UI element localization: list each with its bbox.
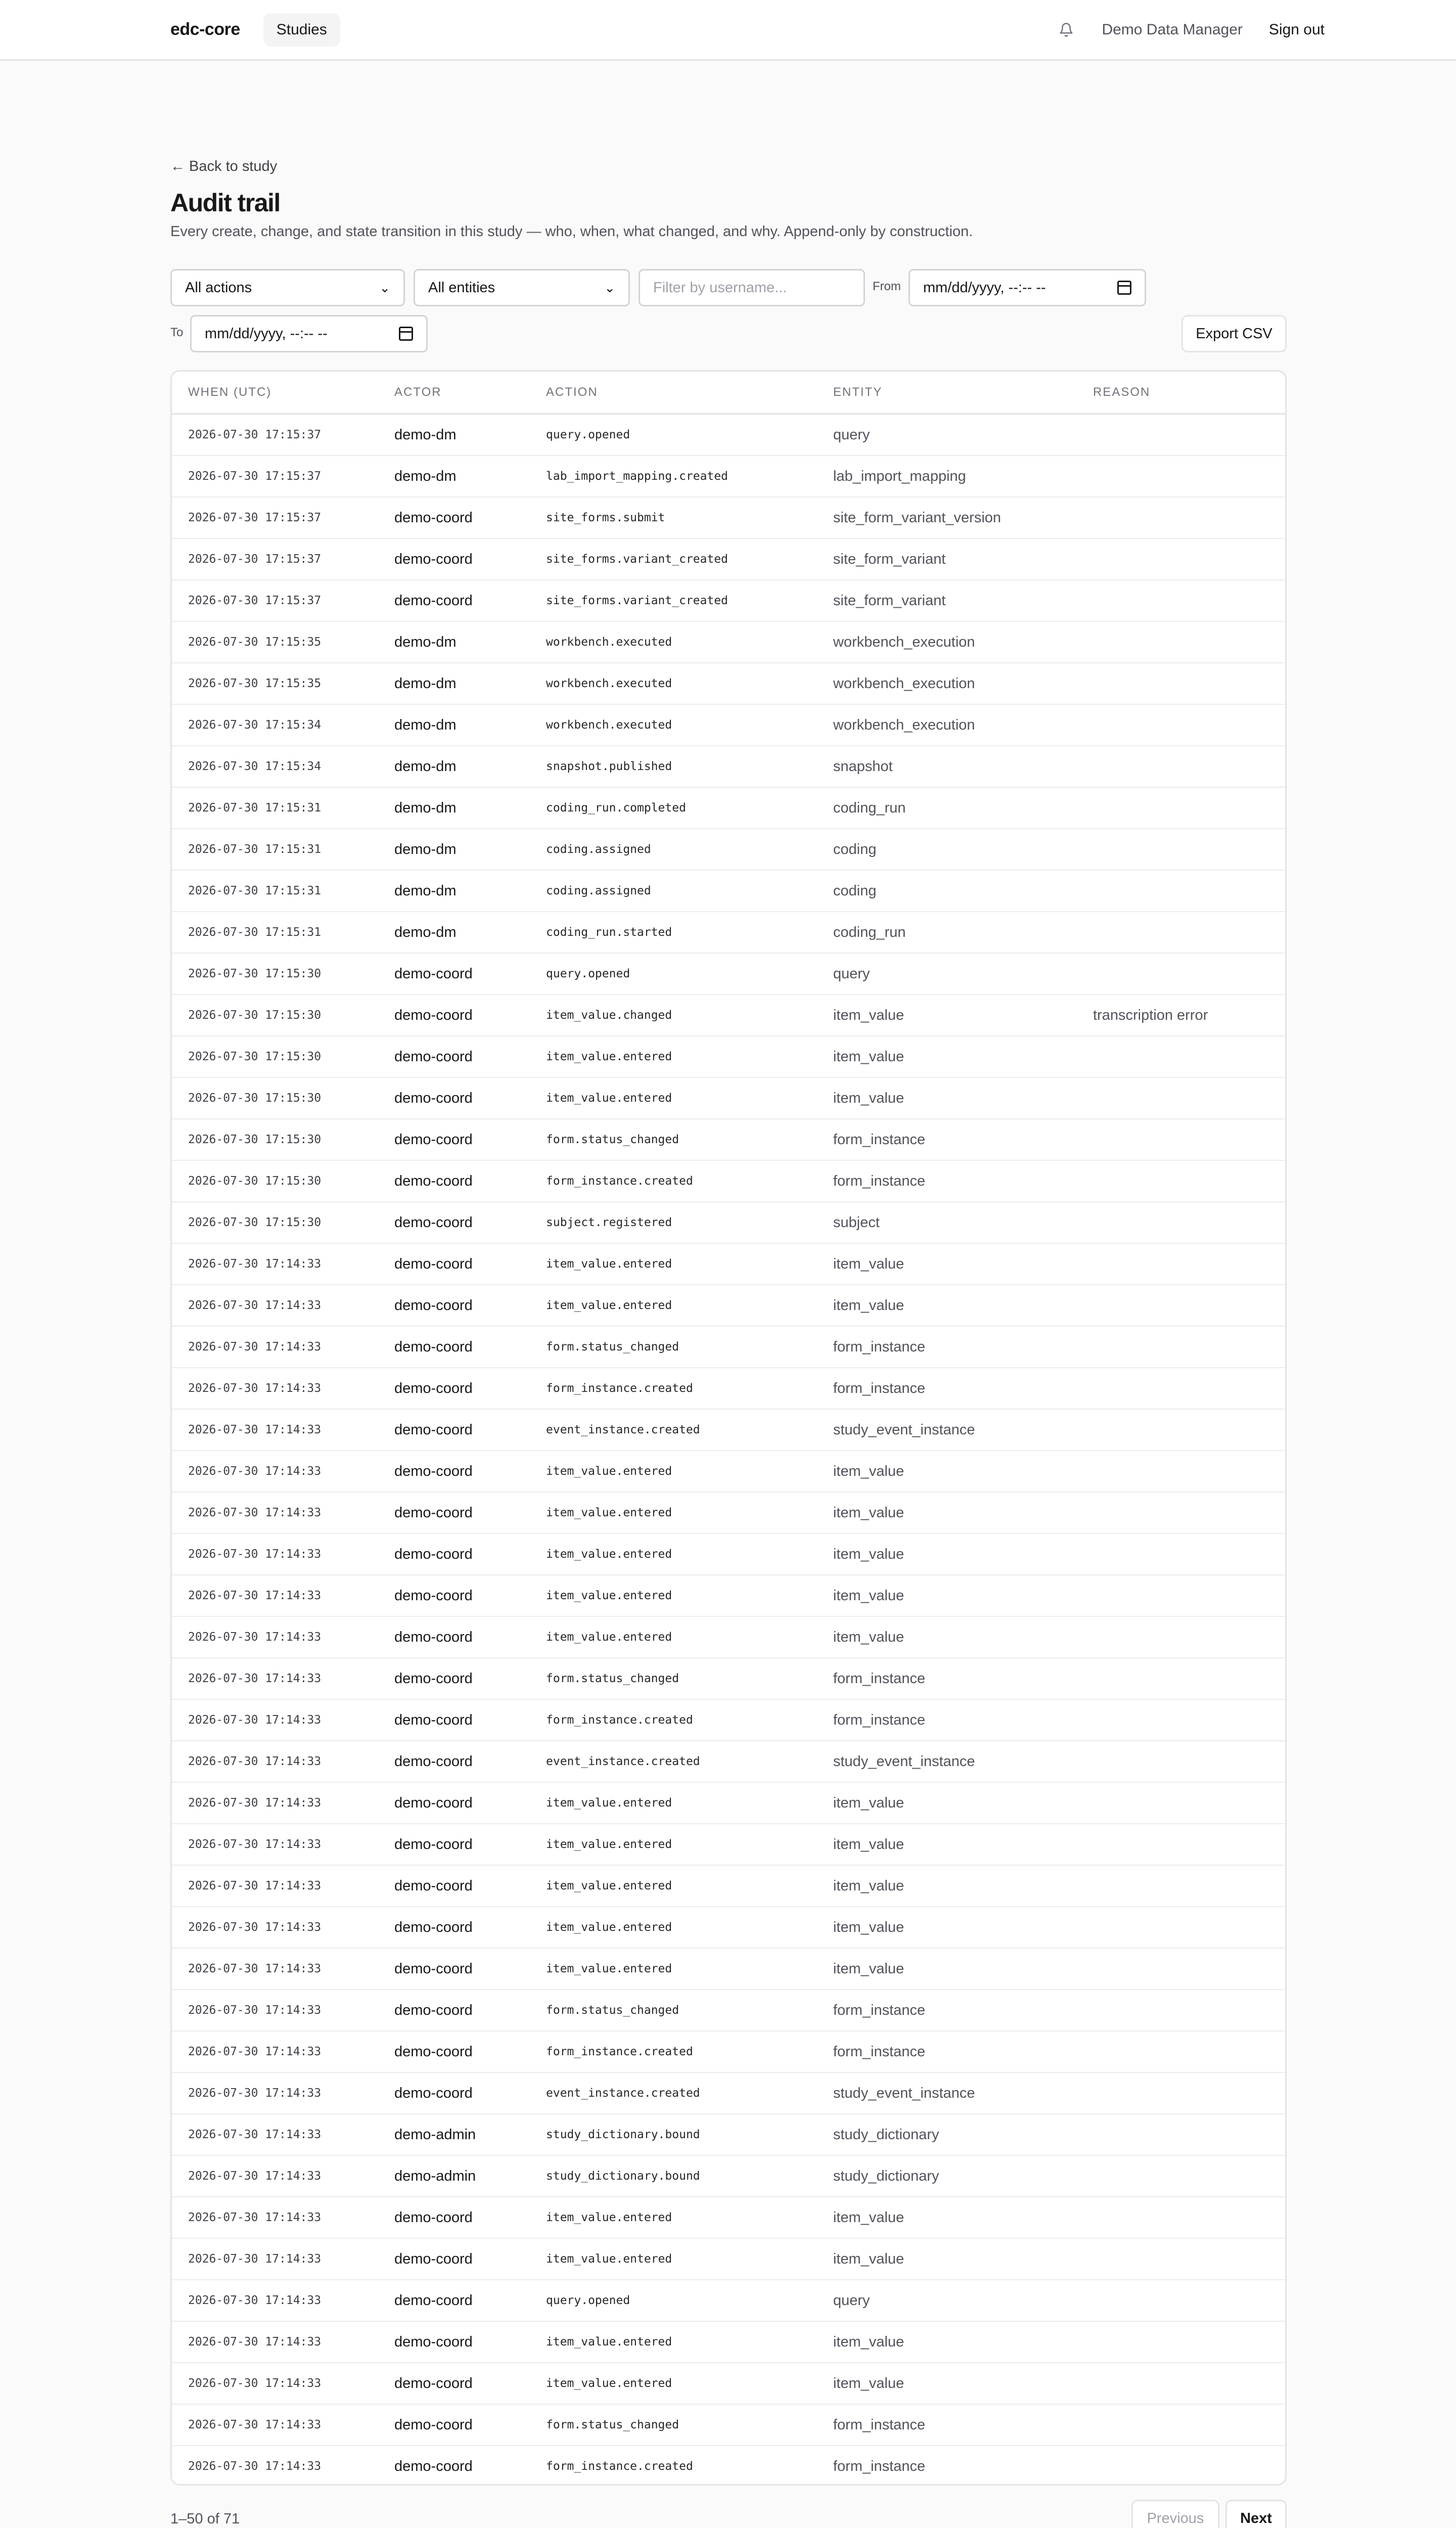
cell-when: 2026-07-30 17:15:30	[188, 1175, 322, 1188]
cell-actor: demo-admin	[394, 2168, 476, 2184]
cell-action: query.opened	[546, 967, 630, 980]
page-subtitle: Every create, change, and state transition in this study — who, when, what changed, and why. Append-only by construction.	[170, 223, 973, 240]
cell-entity: item_value	[833, 1297, 904, 1314]
cell-when: 2026-07-30 17:15:31	[188, 801, 322, 815]
table-row[interactable]	[172, 2156, 1285, 2197]
cell-actor: demo-coord	[394, 2085, 473, 2101]
table-row[interactable]	[172, 1824, 1285, 1866]
cell-actor: demo-coord	[394, 1338, 473, 1355]
cell-action: form.status_changed	[546, 1340, 679, 1353]
table-header	[172, 372, 1285, 415]
cell-actor: demo-coord	[394, 1131, 473, 1148]
cell-actor: demo-dm	[394, 634, 457, 650]
cell-action: item_value.entered	[546, 1589, 672, 1602]
cell-entity: item_value	[833, 1919, 904, 1935]
cell-actor: demo-coord	[394, 1836, 473, 1853]
cell-entity: item_value	[833, 2250, 904, 2267]
cell-actor: demo-coord	[394, 2250, 473, 2267]
table-row[interactable]	[172, 1617, 1285, 1658]
cell-when: 2026-07-30 17:14:33	[188, 1506, 322, 1519]
to-label: To	[170, 326, 184, 339]
cell-action: event_instance.created	[546, 1423, 700, 1436]
table-row[interactable]	[172, 2322, 1285, 2363]
cell-actor: demo-coord	[394, 1255, 473, 1272]
cell-when: 2026-07-30 17:15:34	[188, 718, 322, 732]
cell-entity: query	[833, 426, 870, 443]
cell-action: item_value.changed	[546, 1009, 672, 1022]
cell-entity: item_value	[833, 1877, 904, 1894]
cell-when: 2026-07-30 17:14:33	[188, 1340, 322, 1353]
to-datetime-input[interactable]	[190, 315, 428, 352]
cell-entity: study_dictionary	[833, 2168, 939, 2184]
table-row[interactable]	[172, 1368, 1285, 1410]
cell-when: 2026-07-30 17:14:33	[188, 1713, 322, 1727]
cell-actor: demo-coord	[394, 1919, 473, 1935]
table-row[interactable]	[172, 2405, 1285, 2446]
cell-entity: study_event_instance	[833, 1753, 975, 1770]
table-row[interactable]	[172, 539, 1285, 580]
table-row[interactable]	[172, 2197, 1285, 2239]
cell-entity: form_instance	[833, 1711, 926, 1728]
table-row[interactable]	[172, 1202, 1285, 1244]
cell-entity: item_value	[833, 1007, 904, 1023]
cell-entity: form_instance	[833, 1338, 926, 1355]
table-row[interactable]	[172, 1741, 1285, 1783]
cell-entity: query	[833, 965, 870, 982]
table-row[interactable]	[172, 2280, 1285, 2322]
cell-actor: demo-coord	[394, 1463, 473, 1479]
cell-actor: demo-coord	[394, 1753, 473, 1770]
table-row[interactable]	[172, 663, 1285, 705]
cell-entity: lab_import_mapping	[833, 468, 966, 484]
table-row[interactable]	[172, 2114, 1285, 2156]
cell-actor: demo-coord	[394, 1670, 473, 1687]
cell-when: 2026-07-30 17:15:30	[188, 1050, 322, 1063]
cell-when: 2026-07-30 17:15:30	[188, 1092, 322, 1105]
cell-action: lab_import_mapping.created	[546, 470, 729, 483]
cell-when: 2026-07-30 17:15:37	[188, 594, 322, 607]
cell-actor: demo-coord	[394, 1877, 473, 1894]
action-filter-select[interactable]	[170, 269, 405, 306]
cell-when: 2026-07-30 17:14:33	[188, 1921, 322, 1934]
cell-when: 2026-07-30 17:14:33	[188, 1423, 322, 1436]
cell-entity: item_value	[833, 1463, 904, 1479]
table-row[interactable]	[172, 2363, 1285, 2405]
cell-when: 2026-07-30 17:14:33	[188, 1672, 322, 1685]
cell-actor: demo-dm	[394, 924, 457, 940]
table-row[interactable]	[172, 1410, 1285, 1451]
table-row[interactable]	[172, 498, 1285, 539]
table-body	[172, 415, 1285, 2486]
cell-when: 2026-07-30 17:14:33	[188, 2294, 322, 2307]
table-row[interactable]	[172, 995, 1285, 1036]
calendar-icon[interactable]	[1117, 281, 1131, 295]
cell-actor: demo-coord	[394, 1007, 473, 1023]
table-row[interactable]	[172, 1119, 1285, 1161]
cell-action: item_value.entered	[546, 1962, 672, 1975]
cell-action: query.opened	[546, 2294, 630, 2307]
table-row[interactable]	[172, 1700, 1285, 1741]
cell-actor: demo-coord	[394, 1546, 473, 1562]
cell-action: form.status_changed	[546, 2004, 679, 2017]
cell-action: form.status_changed	[546, 1133, 679, 1146]
cell-action: item_value.entered	[546, 1548, 672, 1561]
cell-entity: snapshot	[833, 758, 893, 775]
cell-actor: demo-dm	[394, 882, 457, 899]
cell-actor: demo-coord	[394, 1421, 473, 1438]
cell-action: form_instance.created	[546, 1713, 693, 1727]
table-row[interactable]	[172, 1451, 1285, 1493]
cell-actor: demo-coord	[394, 2375, 473, 2391]
cell-actor: demo-coord	[394, 1297, 473, 1314]
cell-action: form_instance.created	[546, 2045, 693, 2058]
cell-action: item_value.entered	[546, 1838, 672, 1851]
cell-actor: demo-coord	[394, 2209, 473, 2226]
table-row[interactable]	[172, 746, 1285, 788]
cell-when: 2026-07-30 17:14:33	[188, 2170, 322, 2183]
cell-actor: demo-coord	[394, 1960, 473, 1977]
cell-when: 2026-07-30 17:14:33	[188, 2377, 322, 2390]
cell-entity: item_value	[833, 1546, 904, 1562]
cell-entity: workbench_execution	[833, 634, 975, 650]
cell-action: workbench.executed	[546, 718, 672, 732]
entity-filter-select[interactable]	[414, 269, 630, 306]
cell-when: 2026-07-30 17:14:33	[188, 2335, 322, 2349]
table-row[interactable]	[172, 1244, 1285, 1285]
cell-entity: item_value	[833, 2333, 904, 2350]
cell-action: workbench.executed	[546, 636, 672, 649]
cell-action: item_value.entered	[546, 1050, 672, 1063]
cell-actor: demo-coord	[394, 2333, 473, 2350]
cell-action: item_value.entered	[546, 2335, 672, 2349]
cell-entity: form_instance	[833, 2416, 926, 2433]
cell-actor: demo-coord	[394, 1504, 473, 1521]
cell-action: site_forms.variant_created	[546, 594, 729, 607]
entity-filter-value: All entities	[428, 279, 495, 296]
cell-entity: site_form_variant_version	[833, 509, 1002, 526]
cell-when: 2026-07-30 17:15:35	[188, 636, 322, 649]
action-filter-value: All actions	[185, 279, 252, 296]
table-row[interactable]	[172, 829, 1285, 871]
username-filter-placeholder: Filter by username...	[653, 279, 787, 296]
cell-action: workbench.executed	[546, 677, 672, 690]
cell-entity: item_value	[833, 1960, 904, 1977]
cell-when: 2026-07-30 17:14:33	[188, 1465, 322, 1478]
table-row[interactable]	[172, 1534, 1285, 1575]
column-header-reason: REASON	[1093, 385, 1151, 399]
cell-when: 2026-07-30 17:15:31	[188, 884, 322, 897]
table-row[interactable]	[172, 1907, 1285, 1949]
cell-action: snapshot.published	[546, 760, 672, 773]
table-row[interactable]	[172, 2073, 1285, 2114]
cell-entity: study_event_instance	[833, 2085, 975, 2101]
cell-action: form_instance.created	[546, 1382, 693, 1395]
cell-action: coding_run.started	[546, 926, 672, 939]
cell-when: 2026-07-30 17:14:33	[188, 1299, 322, 1312]
cell-reason: transcription error	[1093, 1007, 1208, 1023]
to-datetime-value: mm/dd/yyyy, --:-- --	[205, 325, 328, 342]
cell-entity: item_value	[833, 1090, 904, 1106]
cell-action: item_value.entered	[546, 1796, 672, 1810]
cell-when: 2026-07-30 17:15:34	[188, 760, 322, 773]
cell-actor: demo-coord	[394, 2416, 473, 2433]
cell-actor: demo-dm	[394, 841, 457, 857]
cell-when: 2026-07-30 17:15:37	[188, 470, 322, 483]
cell-actor: demo-coord	[394, 2292, 473, 2309]
cell-entity: workbench_execution	[833, 675, 975, 692]
cell-action: coding.assigned	[546, 884, 651, 897]
cell-actor: demo-dm	[394, 468, 457, 484]
cell-when: 2026-07-30 17:14:33	[188, 1796, 322, 1810]
cell-actor: demo-coord	[394, 1794, 473, 1811]
cell-when: 2026-07-30 17:14:33	[188, 2128, 322, 2141]
column-header-when: WHEN (UTC)	[188, 385, 272, 399]
cell-entity: form_instance	[833, 1172, 926, 1189]
cell-when: 2026-07-30 17:14:33	[188, 2418, 322, 2431]
cell-entity: form_instance	[833, 1380, 926, 1396]
cell-actor: demo-coord	[394, 509, 473, 526]
table-row[interactable]	[172, 1866, 1285, 1907]
cell-entity: item_value	[833, 1836, 904, 1853]
table-row[interactable]	[172, 1990, 1285, 2032]
cell-entity: query	[833, 2292, 870, 2309]
cell-actor: demo-coord	[394, 1629, 473, 1645]
cell-when: 2026-07-30 17:14:33	[188, 1879, 322, 1892]
cell-action: form.status_changed	[546, 2418, 679, 2431]
cell-entity: item_value	[833, 1504, 904, 1521]
cell-action: study_dictionary.bound	[546, 2128, 700, 2141]
chevron-down-icon: ⌄	[604, 280, 615, 295]
table-row[interactable]	[172, 705, 1285, 746]
cell-action: study_dictionary.bound	[546, 2170, 700, 2183]
cell-entity: form_instance	[833, 1131, 926, 1148]
table-row[interactable]	[172, 1783, 1285, 1824]
export-csv-button[interactable]: Export CSV	[1181, 315, 1287, 352]
cell-entity: coding	[833, 841, 877, 857]
cell-actor: demo-coord	[394, 965, 473, 982]
cell-action: subject.registered	[546, 1216, 672, 1229]
cell-entity: study_dictionary	[833, 2126, 939, 2143]
table-row[interactable]	[172, 1949, 1285, 1990]
cell-when: 2026-07-30 17:14:33	[188, 1838, 322, 1851]
cell-entity: workbench_execution	[833, 716, 975, 733]
cell-entity: form_instance	[833, 2043, 926, 2060]
cell-when: 2026-07-30 17:14:33	[188, 1257, 322, 1271]
cell-action: item_value.entered	[546, 1092, 672, 1105]
cell-when: 2026-07-30 17:14:33	[188, 1755, 322, 1768]
table-row[interactable]	[172, 912, 1285, 954]
cell-entity: item_value	[833, 1794, 904, 1811]
username-filter-input[interactable]	[639, 269, 865, 306]
pagination-range: 1–50 of 71	[170, 2511, 240, 2527]
table-row[interactable]	[172, 415, 1285, 456]
cell-actor: demo-coord	[394, 1048, 473, 1065]
cell-actor: demo-dm	[394, 758, 457, 775]
from-datetime-value: mm/dd/yyyy, --:-- --	[923, 279, 1046, 296]
cell-when: 2026-07-30 17:14:33	[188, 1382, 322, 1395]
page-title: Audit trail	[170, 189, 280, 217]
cell-when: 2026-07-30 17:15:30	[188, 1009, 322, 1022]
cell-actor: demo-coord	[394, 1711, 473, 1728]
cell-when: 2026-07-30 17:15:37	[188, 511, 322, 524]
cell-actor: demo-admin	[394, 2126, 476, 2143]
cell-entity: coding	[833, 882, 877, 899]
cell-entity: item_value	[833, 1629, 904, 1645]
table-row[interactable]	[172, 1036, 1285, 1078]
cell-when: 2026-07-30 17:15:37	[188, 428, 322, 441]
cell-when: 2026-07-30 17:15:30	[188, 967, 322, 980]
table-row[interactable]	[172, 954, 1285, 995]
cell-entity: item_value	[833, 1048, 904, 1065]
cell-action: item_value.entered	[546, 2211, 672, 2224]
cell-action: item_value.entered	[546, 2252, 672, 2266]
cell-entity: item_value	[833, 2209, 904, 2226]
table-row[interactable]	[172, 2446, 1285, 2486]
table-row[interactable]	[172, 1078, 1285, 1119]
cell-when: 2026-07-30 17:14:33	[188, 1631, 322, 1644]
cell-entity: item_value	[833, 1255, 904, 1272]
calendar-icon[interactable]	[399, 327, 413, 341]
table-row[interactable]	[172, 2032, 1285, 2073]
audit-table	[170, 370, 1287, 2486]
cell-when: 2026-07-30 17:15:30	[188, 1216, 322, 1229]
app-brand[interactable]: edc-core	[170, 20, 240, 39]
cell-when: 2026-07-30 17:14:33	[188, 2004, 322, 2017]
cell-when: 2026-07-30 17:15:31	[188, 843, 322, 856]
cell-actor: demo-dm	[394, 675, 457, 692]
top-navigation-bar	[0, 0, 1456, 61]
cell-actor: demo-coord	[394, 2002, 473, 2018]
cell-action: form_instance.created	[546, 2460, 693, 2473]
cell-action: item_value.entered	[546, 1879, 672, 1892]
table-row[interactable]	[172, 622, 1285, 663]
table-row[interactable]	[172, 2239, 1285, 2280]
cell-when: 2026-07-30 17:15:30	[188, 1133, 322, 1146]
current-user-name: Demo Data Manager	[1102, 21, 1243, 38]
cell-action: item_value.entered	[546, 1921, 672, 1934]
from-datetime-input[interactable]	[908, 269, 1146, 306]
from-label: From	[873, 280, 901, 293]
table-row[interactable]	[172, 1493, 1285, 1534]
cell-entity: study_event_instance	[833, 1421, 975, 1438]
column-header-actor: ACTOR	[394, 385, 442, 399]
table-row[interactable]	[172, 1575, 1285, 1617]
cell-action: coding.assigned	[546, 843, 651, 856]
cell-when: 2026-07-30 17:14:33	[188, 1548, 322, 1561]
cell-when: 2026-07-30 17:14:33	[188, 1589, 322, 1602]
cell-actor: demo-coord	[394, 1587, 473, 1604]
table-row[interactable]	[172, 788, 1285, 829]
table-row[interactable]	[172, 1161, 1285, 1202]
bell-icon[interactable]	[1055, 19, 1077, 41]
cell-when: 2026-07-30 17:15:31	[188, 926, 322, 939]
previous-page-button[interactable]: Previous	[1131, 2500, 1219, 2528]
cell-action: item_value.entered	[546, 1465, 672, 1478]
cell-action: form_instance.created	[546, 1175, 693, 1188]
cell-entity: form_instance	[833, 2002, 926, 2018]
cell-when: 2026-07-30 17:14:33	[188, 2211, 322, 2224]
cell-action: form.status_changed	[546, 1672, 679, 1685]
cell-actor: demo-coord	[394, 2043, 473, 2060]
cell-actor: demo-dm	[394, 799, 457, 816]
cell-action: query.opened	[546, 428, 630, 441]
cell-entity: site_form_variant	[833, 592, 946, 609]
cell-action: item_value.entered	[546, 1631, 672, 1644]
table-row[interactable]	[172, 1658, 1285, 1700]
cell-when: 2026-07-30 17:14:33	[188, 2252, 322, 2266]
cell-actor: demo-coord	[394, 1214, 473, 1231]
cell-action: item_value.entered	[546, 1299, 672, 1312]
table-row[interactable]	[172, 1285, 1285, 1327]
cell-entity: item_value	[833, 2375, 904, 2391]
cell-entity: site_form_variant	[833, 551, 946, 567]
column-header-action: ACTION	[546, 385, 598, 399]
table-row[interactable]	[172, 580, 1285, 622]
cell-entity: form_instance	[833, 1670, 926, 1687]
cell-actor: demo-coord	[394, 592, 473, 609]
cell-when: 2026-07-30 17:14:33	[188, 2045, 322, 2058]
cell-when: 2026-07-30 17:14:33	[188, 2460, 322, 2473]
cell-entity: coding_run	[833, 924, 906, 940]
table-row[interactable]	[172, 456, 1285, 498]
cell-actor: demo-dm	[394, 426, 457, 443]
chevron-down-icon: ⌄	[379, 280, 390, 295]
cell-actor: demo-dm	[394, 716, 457, 733]
back-to-study-link[interactable]: ← Back to study	[170, 158, 278, 174]
cell-actor: demo-coord	[394, 551, 473, 567]
nav-studies[interactable]: Studies	[263, 13, 340, 47]
cell-action: event_instance.created	[546, 2087, 700, 2100]
cell-when: 2026-07-30 17:15:35	[188, 677, 322, 690]
sign-out-button[interactable]: Sign out	[1268, 21, 1325, 38]
cell-actor: demo-coord	[394, 1380, 473, 1396]
column-header-entity: ENTITY	[833, 385, 883, 399]
table-row[interactable]	[172, 1327, 1285, 1368]
cell-when: 2026-07-30 17:15:37	[188, 553, 322, 566]
cell-action: item_value.entered	[546, 1257, 672, 1271]
next-page-button[interactable]: Next	[1225, 2500, 1287, 2528]
table-row[interactable]	[172, 871, 1285, 912]
cell-actor: demo-coord	[394, 2458, 473, 2474]
cell-action: site_forms.submit	[546, 511, 665, 524]
cell-action: site_forms.variant_created	[546, 553, 729, 566]
cell-entity: subject	[833, 1214, 880, 1231]
cell-action: coding_run.completed	[546, 801, 686, 815]
cell-action: item_value.entered	[546, 1506, 672, 1519]
cell-entity: form_instance	[833, 2458, 926, 2474]
cell-entity: coding_run	[833, 799, 906, 816]
cell-when: 2026-07-30 17:14:33	[188, 2087, 322, 2100]
cell-action: event_instance.created	[546, 1755, 700, 1768]
cell-actor: demo-coord	[394, 1172, 473, 1189]
cell-action: item_value.entered	[546, 2377, 672, 2390]
cell-actor: demo-coord	[394, 1090, 473, 1106]
cell-entity: item_value	[833, 1587, 904, 1604]
cell-when: 2026-07-30 17:14:33	[188, 1962, 322, 1975]
